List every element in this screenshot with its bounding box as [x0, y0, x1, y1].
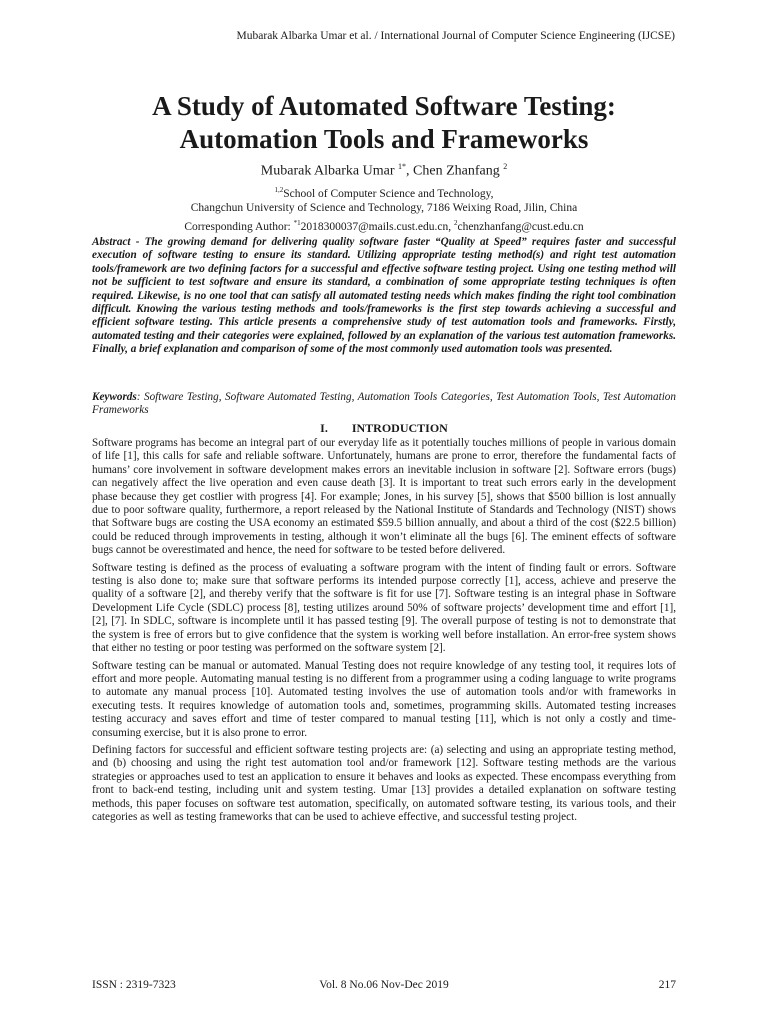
page-number: 217 — [658, 979, 676, 991]
affiliation-block — [0, 183, 768, 234]
affiliation-marker: 1,2 — [274, 186, 284, 194]
affiliation-line-2: Changchun University of Science and Technology, 7186 Weixing Road, Jilin, China — [190, 202, 578, 215]
footer-volume: Vol. 8 No.06 Nov-Dec 2019 — [319, 979, 449, 991]
running-head: Mubarak Albarka Umar et al. / International Journal of Computer Science Engineering (IJCSE) — [236, 30, 675, 42]
corresponding-author — [0, 216, 768, 234]
title-line-2: Automation Tools and Frameworks — [179, 124, 589, 154]
corresponding-label: Corresponding Author: — [184, 220, 294, 233]
affiliation-line-1 — [0, 183, 768, 201]
email-2: chenzhanfang@cust.edu.cn — [457, 220, 584, 233]
author-2-marker: 2 — [503, 162, 508, 171]
paper-title — [0, 90, 768, 156]
affiliation-school: School of Computer Science and Technology, — [283, 187, 494, 200]
author-1: Mubarak Albarka Umar — [260, 163, 399, 179]
email-2-marker: 2 — [453, 218, 458, 227]
author-list — [0, 162, 768, 180]
keywords-label: Keywords — [92, 391, 137, 403]
author-1-marker: 1* — [398, 162, 407, 171]
paragraph: Defining factors for successful and efficient software testing projects are: (a) selecting and using an appropriate testing method, and (b) choosing and using the right test automation tool and/or framework [12]. Software testing methods are the various strategies or approaches used to test an application to ensure it behaves and looks as expected. These encompass everything from front to back-end testing, including unit and system testing. Umar [13] provides a detailed explanation on software testing methods, this paper focuses on software test automation, specifically, on automated software testing, its various tools, and their categories as well as testing frameworks that can be used to achieve effective, and successful testing project. — [92, 743, 676, 823]
title-line-1: A Study of Automated Software Testing: — [152, 91, 616, 121]
email-1-marker: *1 — [293, 218, 301, 227]
section-heading: I. INTRODUCTION — [320, 421, 448, 435]
keywords-text: : Software Testing, Software Automated Testing, Automation Tools Categories, Test Automation Tools, Test Automation Frameworks — [92, 391, 676, 417]
author-2: , Chen Zhanfang — [406, 163, 504, 179]
paragraph: Software testing can be manual or automated. Manual Testing does not require knowledge of any testing tool, it requires lots of effort and more people. Automating manual testing is no different from a programmer using a coding language to write programs to automate any manual process [10]. Automated testing involves the use of automation tools and/or with frameworks in executing tests. It requires knowledge of automation tools and, sometimes, programming skills. Automated testing increases testing accuracy and saves effort and time of tester compared to manual testing [11], which is not only a costly and time-consuming exercise, but it is also prone to error. — [92, 659, 676, 739]
footer-issn: ISSN : 2319-7323 — [92, 979, 176, 991]
paragraph: Software testing is defined as the process of evaluating a software program with the intent of finding fault or errors. Software testing is also done to; make sure that software performs its intended purpose correctly [1], access, achieve and preserve the quality of a software [2], and thereby verify that the software is fit for use [7]. Software testing is an integral phase in Software Development Life Cycle (SDLC) process [8], testing utilizes around 50% of software projects’ development time and effort [1], [2], [7]. In SDLC, software is incomplete until it has passed testing [9]. The overall purpose of testing is not to demonstrate that the system is free of errors but to give confidence that the system is working well before installation. An error-free system shows that either no testing or poor testing was performed on the software system [2]. — [92, 561, 676, 655]
paragraph: Software programs has become an integral part of our everyday life as it potentially touches millions of people in various domain of life [1], this calls for safe and reliable software. Unfortunately, humans are prone to error, therefore the fundamental facts of humans’ core involvement in software development makes errors an inevitable inclusion in software [2]. Software errors (bugs) can negatively affect the live operation and even cause death [3]. It is important to treat such errors early in the development phase because they get costlier with progress [4]. For example; Jones, in his survey [5], shows that $500 billion is lost annually due to poor software quality, furthermore, a report released by the National Institute of Standards and Technology (NIST) shows that Software bugs are costing the USA economy an estimated $59.5 billion annually, and about a third of the cost ($22.5 billion) could be reduced through improvements in testing, although it won’t eliminate all the bugs [6]. The eminent effects of software bugs cannot be overestimated and hence, the need for software to be tested before delivered. — [92, 437, 676, 557]
email-1: 2018300037@mails.cust.edu.cn, — [300, 220, 454, 233]
keywords — [92, 391, 676, 418]
abstract: Abstract - The growing demand for delivering quality software faster “Quality at Speed” requires faster and successful execution of software testing to ensure its standard. Utilizing appropriate testing method(s) and right test automation tools/framework are two defining factors for a successful and effective software testing project. Using one testing method will not be sufficient to test software and ensure its standard, a combination of some appropriate testing techniques is often required. Likewise, is no one tool that can satisfy all automated testing needs which makes finding the right tool combination difficult. Knowing the various testing methods and tools/frameworks is the first step towards achieving a successful and efficient software testing. This article presents a comprehensive study of test automation tools and frameworks. Firstly, automated testing and their categories were explained, followed by an explanation of the various test automation frameworks. Finally, a brief explanation and comparison of some of the most commonly used automation tools was presented. — [92, 236, 676, 356]
introduction-body — [92, 437, 676, 828]
